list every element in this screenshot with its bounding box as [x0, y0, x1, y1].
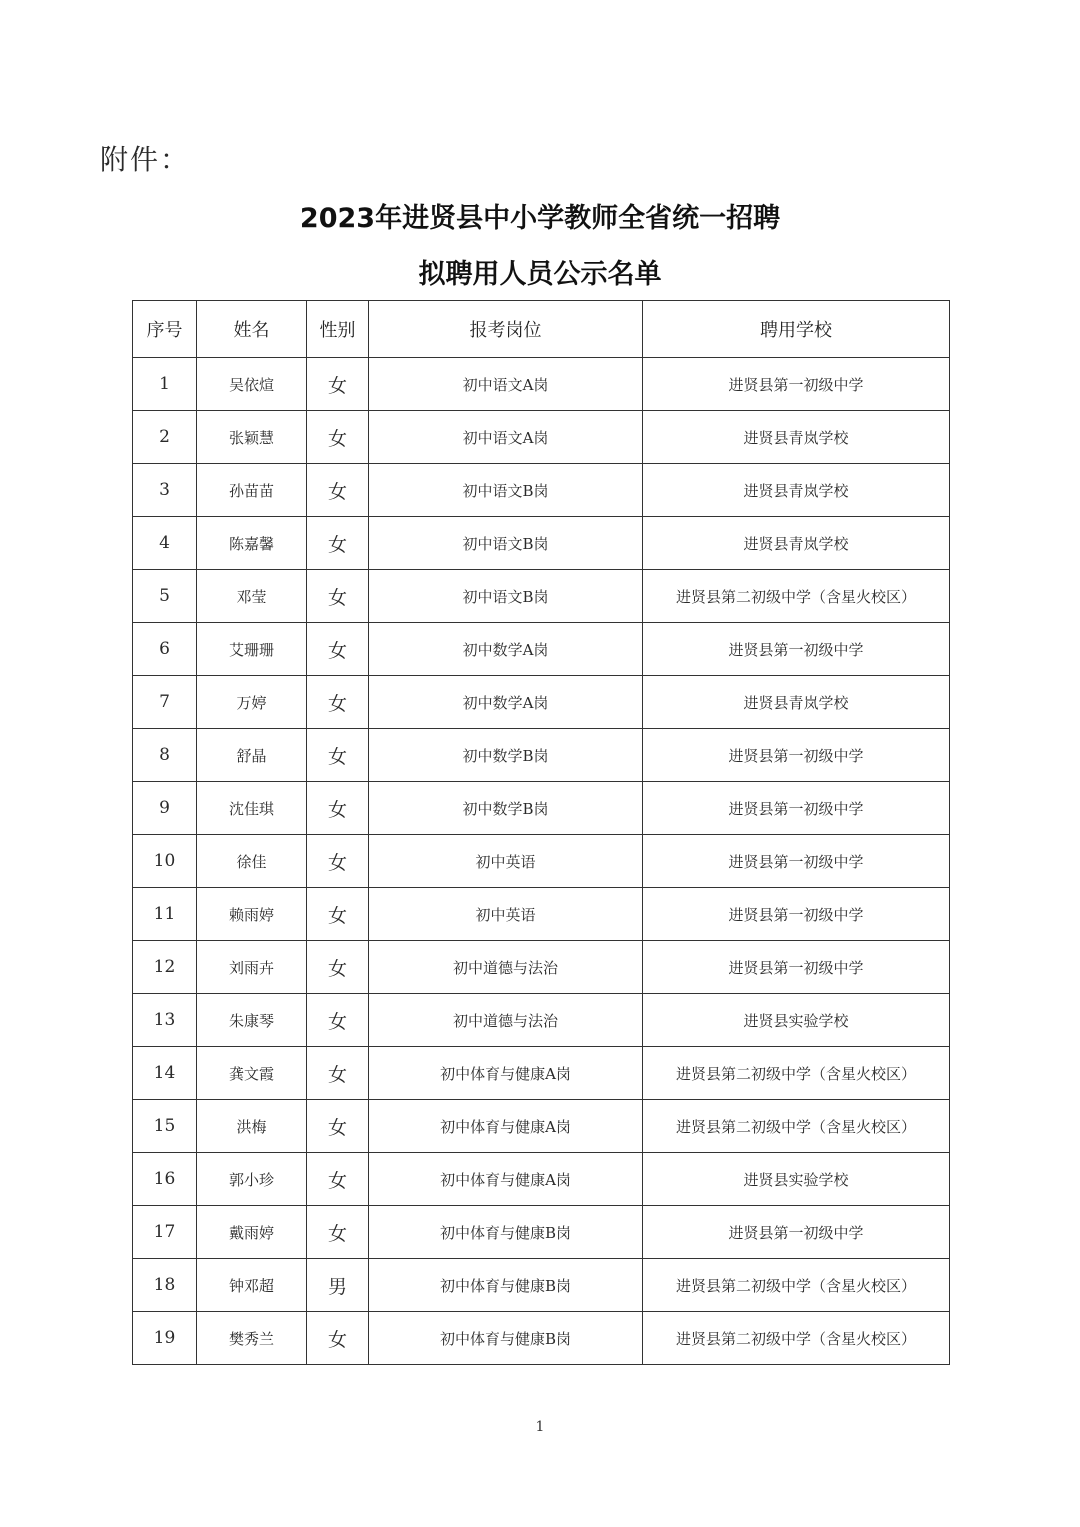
table-row [133, 623, 950, 676]
header-name: 姓名 [197, 301, 307, 358]
cell-number: 9 [133, 782, 197, 835]
cell-school: 进贤县青岚学校 [643, 411, 950, 464]
cell-school: 进贤县青岚学校 [643, 676, 950, 729]
cell-number: 1 [133, 358, 197, 411]
cell-school: 进贤县第一初级中学 [643, 623, 950, 676]
cell-school: 进贤县第一初级中学 [643, 358, 950, 411]
cell-gender: 女 [307, 358, 369, 411]
cell-number: 8 [133, 729, 197, 782]
cell-gender: 女 [307, 464, 369, 517]
cell-position: 初中语文B岗 [369, 570, 643, 623]
cell-name: 龚文霞 [197, 1047, 307, 1100]
cell-position: 初中体育与健康A岗 [369, 1047, 643, 1100]
cell-gender: 女 [307, 1100, 369, 1153]
cell-position: 初中体育与健康B岗 [369, 1259, 643, 1312]
cell-name: 万婷 [197, 676, 307, 729]
cell-school: 进贤县第一初级中学 [643, 888, 950, 941]
cell-gender: 女 [307, 994, 369, 1047]
cell-name: 刘雨卉 [197, 941, 307, 994]
cell-position: 初中数学B岗 [369, 729, 643, 782]
cell-school: 进贤县第二初级中学（含星火校区） [643, 570, 950, 623]
cell-gender: 女 [307, 835, 369, 888]
cell-position: 初中语文A岗 [369, 411, 643, 464]
table-header-row [133, 301, 950, 358]
header-position: 报考岗位 [369, 301, 643, 358]
cell-gender: 女 [307, 623, 369, 676]
cell-position: 初中体育与健康B岗 [369, 1312, 643, 1365]
cell-number: 11 [133, 888, 197, 941]
table-row [133, 411, 950, 464]
cell-gender: 女 [307, 888, 369, 941]
table-row [133, 729, 950, 782]
table-row [133, 676, 950, 729]
cell-number: 4 [133, 517, 197, 570]
cell-position: 初中体育与健康A岗 [369, 1100, 643, 1153]
cell-name: 郭小珍 [197, 1153, 307, 1206]
cell-position: 初中数学A岗 [369, 676, 643, 729]
cell-school: 进贤县青岚学校 [643, 464, 950, 517]
cell-name: 陈嘉馨 [197, 517, 307, 570]
table-row [133, 464, 950, 517]
cell-number: 14 [133, 1047, 197, 1100]
cell-number: 5 [133, 570, 197, 623]
cell-number: 7 [133, 676, 197, 729]
cell-school: 进贤县实验学校 [643, 994, 950, 1047]
cell-name: 艾珊珊 [197, 623, 307, 676]
cell-position: 初中道德与法治 [369, 994, 643, 1047]
cell-gender: 女 [307, 729, 369, 782]
cell-position: 初中语文A岗 [369, 358, 643, 411]
header-gender: 性别 [307, 301, 369, 358]
cell-gender: 女 [307, 570, 369, 623]
cell-number: 15 [133, 1100, 197, 1153]
table-row [133, 888, 950, 941]
table-row [133, 1259, 950, 1312]
table-row [133, 1047, 950, 1100]
cell-number: 12 [133, 941, 197, 994]
cell-number: 18 [133, 1259, 197, 1312]
document-title-line1: 2023年进贤县中小学教师全省统一招聘 [299, 203, 781, 234]
cell-gender: 女 [307, 411, 369, 464]
cell-position: 初中数学A岗 [369, 623, 643, 676]
cell-name: 沈佳琪 [197, 782, 307, 835]
page-number: 1 [535, 1419, 545, 1435]
table-row [133, 941, 950, 994]
cell-position: 初中语文B岗 [369, 517, 643, 570]
table-row [133, 1153, 950, 1206]
cell-name: 钟邓超 [197, 1259, 307, 1312]
table-row [133, 1312, 950, 1365]
cell-name: 邓莹 [197, 570, 307, 623]
table-row [133, 1206, 950, 1259]
cell-position: 初中数学B岗 [369, 782, 643, 835]
header-school: 聘用学校 [643, 301, 950, 358]
cell-school: 进贤县第二初级中学（含星火校区） [643, 1312, 950, 1365]
cell-name: 戴雨婷 [197, 1206, 307, 1259]
cell-gender: 女 [307, 941, 369, 994]
cell-gender: 女 [307, 676, 369, 729]
cell-school: 进贤县青岚学校 [643, 517, 950, 570]
cell-number: 10 [133, 835, 197, 888]
cell-number: 17 [133, 1206, 197, 1259]
cell-gender: 女 [307, 1206, 369, 1259]
cell-name: 孙苗苗 [197, 464, 307, 517]
cell-position: 初中道德与法治 [369, 941, 643, 994]
cell-number: 16 [133, 1153, 197, 1206]
cell-position: 初中体育与健康B岗 [369, 1206, 643, 1259]
cell-gender: 女 [307, 1047, 369, 1100]
cell-gender: 女 [307, 1312, 369, 1365]
document-title-line2: 拟聘用人员公示名单 [418, 259, 662, 290]
table-row [133, 517, 950, 570]
table-row [133, 782, 950, 835]
cell-school: 进贤县第二初级中学（含星火校区） [643, 1100, 950, 1153]
cell-name: 樊秀兰 [197, 1312, 307, 1365]
cell-name: 舒晶 [197, 729, 307, 782]
cell-gender: 女 [307, 782, 369, 835]
table-row [133, 835, 950, 888]
cell-name: 张颖慧 [197, 411, 307, 464]
cell-position: 初中英语 [369, 888, 643, 941]
cell-name: 吴依煊 [197, 358, 307, 411]
cell-number: 6 [133, 623, 197, 676]
cell-number: 3 [133, 464, 197, 517]
cell-school: 进贤县实验学校 [643, 1153, 950, 1206]
cell-gender: 女 [307, 517, 369, 570]
cell-number: 2 [133, 411, 197, 464]
cell-gender: 女 [307, 1153, 369, 1206]
cell-name: 赖雨婷 [197, 888, 307, 941]
hiring-roster-table [132, 300, 950, 1365]
attachment-label: 附件： [100, 143, 191, 176]
table-body [133, 358, 950, 1365]
cell-name: 徐佳 [197, 835, 307, 888]
cell-position: 初中体育与健康A岗 [369, 1153, 643, 1206]
cell-name: 朱康琴 [197, 994, 307, 1047]
cell-school: 进贤县第一初级中学 [643, 941, 950, 994]
table-row [133, 994, 950, 1047]
header-number: 序号 [133, 301, 197, 358]
table-row [133, 358, 950, 411]
cell-name: 洪梅 [197, 1100, 307, 1153]
cell-position: 初中语文B岗 [369, 464, 643, 517]
cell-position: 初中英语 [369, 835, 643, 888]
cell-school: 进贤县第一初级中学 [643, 835, 950, 888]
table-row [133, 1100, 950, 1153]
cell-school: 进贤县第一初级中学 [643, 729, 950, 782]
cell-gender: 男 [307, 1259, 369, 1312]
table-row [133, 570, 950, 623]
cell-school: 进贤县第二初级中学（含星火校区） [643, 1259, 950, 1312]
cell-number: 19 [133, 1312, 197, 1365]
cell-school: 进贤县第一初级中学 [643, 782, 950, 835]
cell-school: 进贤县第一初级中学 [643, 1206, 950, 1259]
cell-number: 13 [133, 994, 197, 1047]
cell-school: 进贤县第二初级中学（含星火校区） [643, 1047, 950, 1100]
